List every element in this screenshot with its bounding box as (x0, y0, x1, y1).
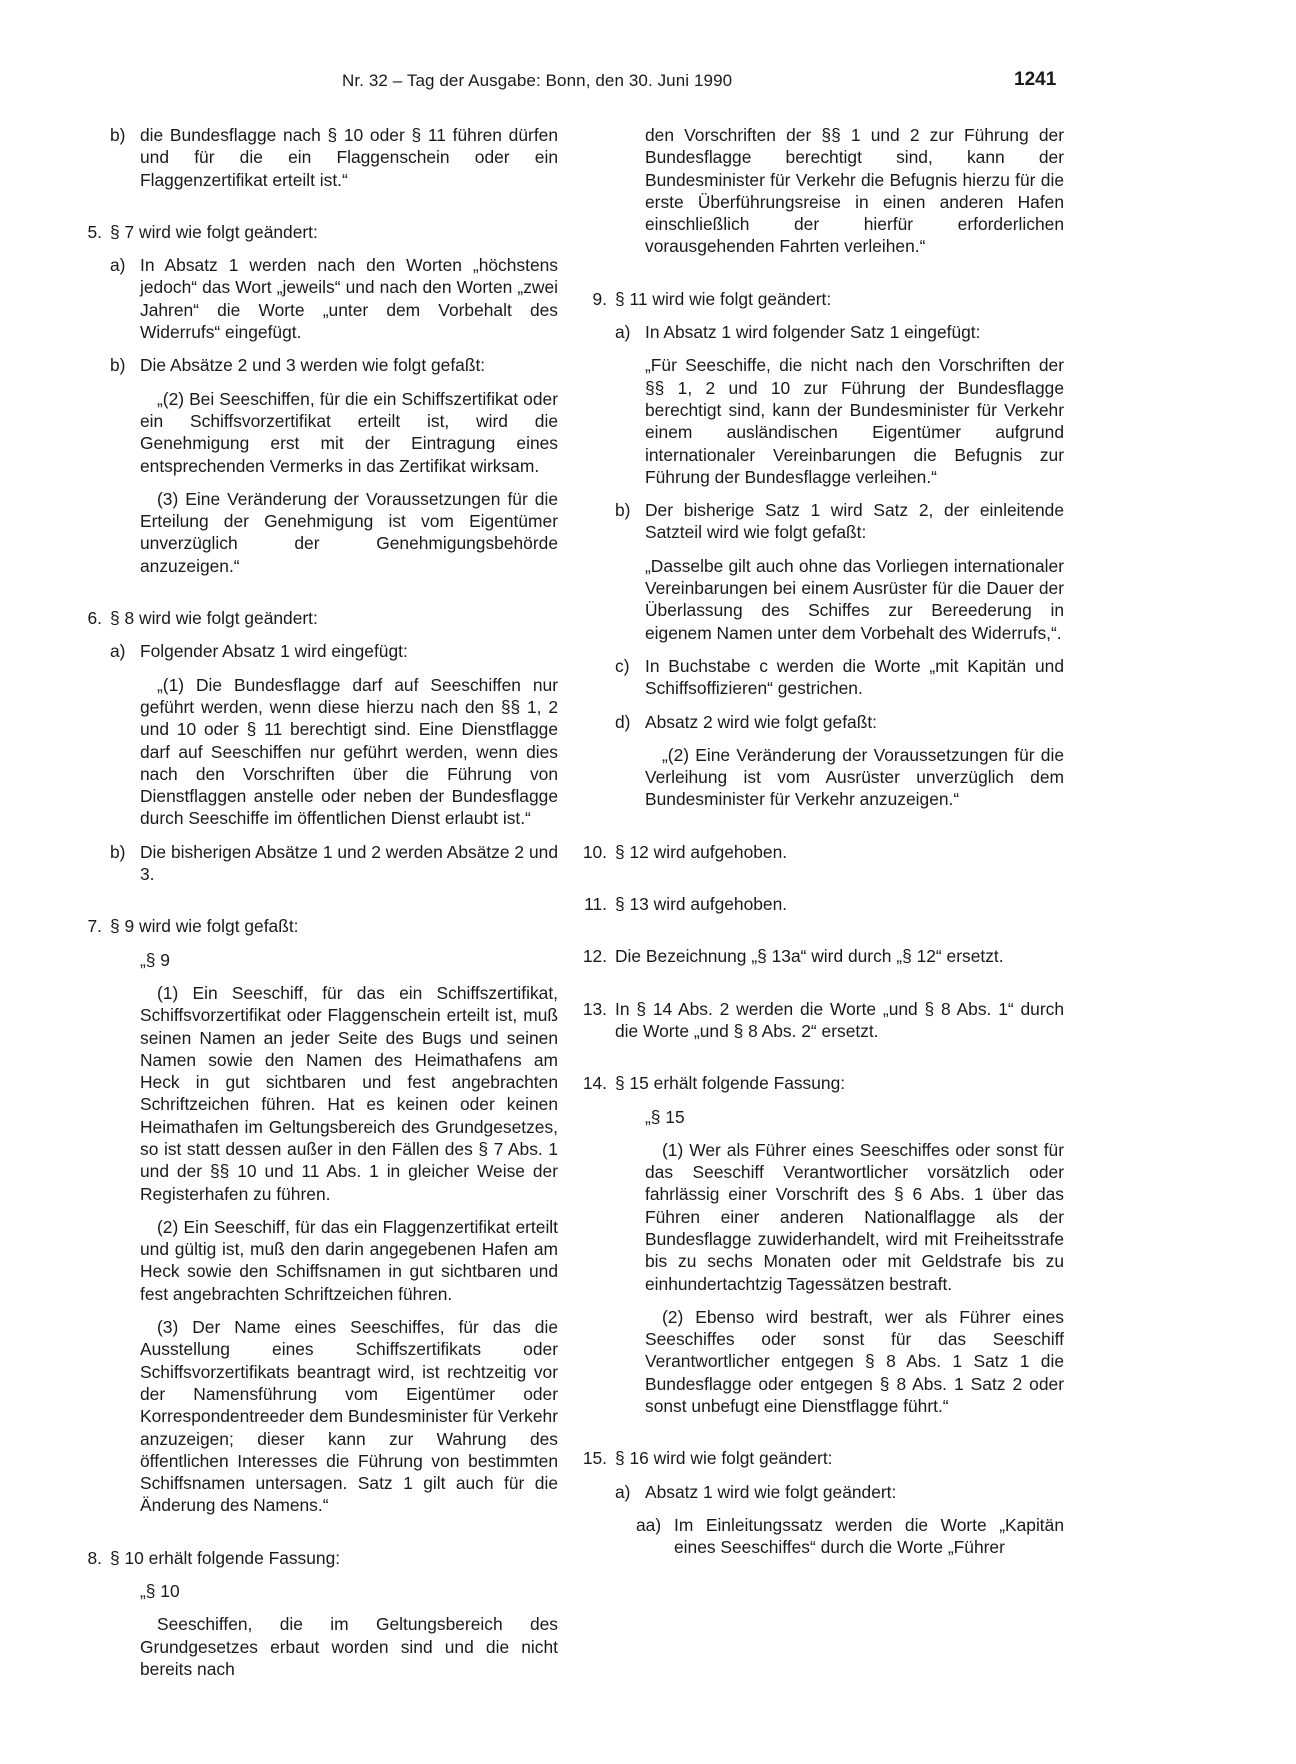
right-column (577, 124, 1064, 1559)
section-heading: „§ 15 (645, 1106, 685, 1127)
item-number: 7. (87, 916, 102, 937)
item-letter: a) (110, 255, 126, 276)
quoted-text (645, 124, 1064, 258)
section-heading: „§ 9 (140, 949, 170, 970)
page-number: 1241 (1014, 69, 1057, 90)
item-text: In Buchstabe c werden die Worte „mit Kapitän und Schiffsoffizieren“ gestrichen. (645, 655, 1064, 699)
amendment-item-12 (577, 945, 1064, 967)
quote-paragraph: Seeschiffen, die im Geltungsbereich des Grundgesetzes erbaut worden sind und die nicht bereits nach (140, 1614, 558, 1679)
list-item (110, 254, 558, 343)
item-letter: b) (110, 125, 126, 145)
list-item (110, 640, 558, 662)
item-text: Im Einleitungssatz werden die Worte „Kapitän eines Seeschiffes“ durch die Worte „Führer (674, 1514, 1064, 1558)
quote-paragraph: „(2) Eine Veränderung der Voraussetzungen für die Verleihung ist vom Ausrüster unverzüglich dem Bundesminister für Verkehr anzuzeigen.“ (645, 744, 1064, 810)
quoted-text (645, 744, 1064, 811)
list-item (615, 1481, 1064, 1503)
quote-paragraph: „(1) Die Bundesflagge darf auf Seeschiffen nur geführt werden, wenn diese hierzu nach den §§ 1, 2 und 10 oder § 11 berechtigt sind. Eine Dienstflagge darf auf Seeschiffen nur geführt werden, wenn dies nach den Vorschriften über die Führung von Dienstflaggen anstelle oder neben der Bundesflagge durch Seeschiffe im öffentlichen Dienst erlaubt ist.“ (140, 674, 558, 829)
quote-paragraph: „Dasselbe gilt auch ohne das Vorliegen internationaler Vereinbarungen bei einem Ausrüster für die Dauer der Überlassung des Schiffes zur Bereederung in eigenem Namen unter dem Vorbehalt des Widerrufs,“. (645, 555, 1064, 643)
section-heading: „§ 10 (140, 1581, 180, 1602)
item-text: Der bisherige Satz 1 wird Satz 2, der einleitende Satzteil wird wie folgt gefaßt: (645, 500, 1064, 543)
item-number: 5. (87, 221, 102, 242)
item-letter: b) (110, 355, 126, 376)
item-number: 10. (582, 841, 607, 862)
amendment-item-11 (577, 893, 1064, 915)
quoted-section (645, 1106, 1064, 1418)
quoted-text (140, 388, 558, 577)
amendment-item-15 (577, 1447, 1064, 1469)
item-text: § 16 wird wie folgt geändert: (615, 1448, 833, 1469)
amendment-item-9 (577, 288, 1064, 310)
amendment-item-7 (80, 915, 558, 937)
amendment-item-8 (80, 1547, 558, 1569)
item-text: In Absatz 1 wird folgender Satz 1 eingefügt: (645, 322, 981, 343)
item-number: 12. (582, 946, 607, 967)
item-text: Absatz 2 wird wie folgt gefaßt: (645, 711, 877, 732)
item-number: 14. (582, 1073, 607, 1094)
quoted-text (140, 674, 558, 830)
item-text: Absatz 1 wird wie folgt geändert: (645, 1481, 897, 1502)
quote-paragraph: „(2) Bei Seeschiffen, für die ein Schiffszertifikat oder ein Schiffsvorzertifikat erteilt ist, wird die Genehmigung erst mit der Eintragung eines entsprechenden Vermerks in das Zertifikat wirksam. (140, 388, 558, 476)
item-text: die Bundesflagge nach § 10 oder § 11 führen dürfen und für die ein Flaggenschein oder ein Flaggenzertifikat erteilt ist.“ (140, 125, 558, 190)
item-text: Folgender Absatz 1 wird eingefügt: (140, 641, 408, 662)
item-text: § 11 wird wie folgt geändert: (615, 288, 832, 309)
item-text: § 8 wird wie folgt geändert: (110, 608, 318, 629)
item-text: § 15 erhält folgende Fassung: (615, 1073, 846, 1094)
quote-paragraph: (3) Eine Veränderung der Voraussetzungen für die Erteilung der Genehmigung ist vom Eigentümer unverzüglich der Genehmigungsbehörde anzuzeigen.“ (140, 488, 558, 576)
quote-paragraph: (2) Ein Seeschiff, für das ein Flaggenzertifikat erteilt und gültig ist, muß den darin angegebenen Hafen am Heck sowie den Schiffsnamen in gut sichtbaren und fest angebrachten Schriftzeichen führen. (140, 1216, 558, 1304)
left-column (80, 124, 558, 1680)
item-text: In Absatz 1 werden nach den Worten „höchstens jedoch“ das Wort „jeweils“ und nach den Worten „zwei Jahren“ die Worte „unter dem Vorbehalt des Widerrufs“ eingefügt. (140, 255, 558, 343)
quoted-text (645, 354, 1064, 488)
list-item (110, 841, 558, 886)
list-item (615, 321, 1064, 343)
item-number: 15. (582, 1448, 607, 1469)
item-text: Die bisherigen Absätze 1 und 2 werden Absätze 2 und 3. (140, 841, 558, 885)
quoted-text (645, 555, 1064, 644)
item-text: § 12 wird aufgehoben. (615, 841, 788, 862)
item-text: In § 14 Abs. 2 werden die Worte „und § 8 Abs. 1“ durch die Worte „und § 8 Abs. 2“ ersetzt. (615, 998, 1064, 1041)
item-letter: c) (615, 655, 630, 676)
list-item (615, 499, 1064, 544)
item-letter: a) (615, 322, 631, 343)
amendment-item-14 (577, 1072, 1064, 1094)
item-text: § 10 erhält folgende Fassung: (110, 1547, 341, 1568)
amendment-item-5 (80, 221, 558, 243)
item-number: 9. (592, 288, 607, 309)
list-item (636, 1514, 1064, 1559)
list-item (110, 354, 558, 376)
quote-paragraph: (1) Ein Seeschiff, für das ein Schiffszertifikat, Schiffsvorzertifikat oder Flaggenschein erteilt ist, muß seinen Namen an jeder Seite des Bugs und seinen Namen sowie den Namen des Heimathafens am Heck in gut sichtbaren und fest angebrachten Schriftzeichen führen. Hat es keinen oder keinen Heimathafen im Geltungsbereich des Grundgesetzes, so ist statt dessen außer in den Fällen des § 7 Abs. 1 und der §§ 10 und 11 Abs. 1 in gleicher Weise der Registerhafen zu führen. (140, 982, 558, 1204)
item-letter: a) (615, 1481, 631, 1502)
quoted-section (140, 949, 558, 1517)
item-text: Die Absätze 2 und 3 werden wie folgt gefaßt: (140, 355, 486, 376)
amendment-item-6 (80, 607, 558, 629)
list-item (615, 711, 1064, 733)
item-number: 8. (87, 1547, 102, 1568)
quote-paragraph: (1) Wer als Führer eines Seeschiffes oder sonst für das Seeschiff Verantwortlicher vorsätzlich oder fahrlässig einer Vorschrift des § 6 Abs. 1 über das Führen einer anderen Nationalflagge als der Bundesflagge zuwiderhandelt, wird mit Freiheitsstrafe bis zu sechs Monaten oder mit Geldstrafe bis zu einhundertachtzig Tagessätzen bestraft. (645, 1139, 1064, 1294)
item-letter: d) (615, 711, 631, 732)
item-text: § 9 wird wie folgt gefaßt: (110, 916, 299, 937)
item-letter: a) (110, 641, 126, 662)
quote-paragraph: den Vorschriften der §§ 1 und 2 zur Führung der Bundesflagge berechtigt sind, kann der Bundesminister für Verkehr die Befugnis hierzu für die erste Überführungsreise in einen anderen Hafen einschließlich der hierfür erforderlichen vorausgehenden Fahrten verleihen.“ (645, 125, 1064, 257)
list-item (110, 124, 558, 191)
issue-header: Nr. 32 – Tag der Ausgabe: Bonn, den 30. Juni 1990 (342, 71, 733, 90)
item-letter: b) (110, 841, 126, 862)
quote-paragraph: (3) Der Name eines Seeschiffes, für das die Ausstellung eines Schiffszertifikats oder Schiffsvorzertifikats beantragt wird, ist rechtzeitig vor der Namensführung vom Eigentümer oder Korrespondentreeder dem Bundesminister für Verkehr anzuzeigen; dieser kann zur Wahrung des öffentlichen Interesses die Führung von bestimmten Schiffsnamen untersagen. Satz 1 gilt auch für die Änderung des Namens.“ (140, 1317, 558, 1516)
amendment-item-10 (577, 841, 1064, 863)
item-number: 11. (584, 894, 607, 915)
item-text: § 7 wird wie folgt geändert: (110, 221, 318, 242)
item-text: § 13 wird aufgehoben. (615, 894, 788, 915)
quote-paragraph: „Für Seeschiffe, die nicht nach den Vorschriften der §§ 1, 2 und 10 zur Führung der Bundesflagge berechtigt sind, kann der Bundesminister für Verkehr einem ausländischen Eigentümer aufgrund internationaler Vereinbarungen die Befugnis zur Führung der Bundesflagge verleihen.“ (645, 355, 1064, 487)
amendment-item-13 (577, 998, 1064, 1043)
item-letter: b) (615, 500, 631, 521)
list-item (615, 655, 1064, 700)
quote-paragraph: (2) Ebenso wird bestraft, wer als Führer eines Seeschiffes oder sonst für das Seeschiff Verantwortlicher entgegen § 8 Abs. 1 Satz 1 die Bundesflagge oder entgegen § 8 Abs. 1 Satz 2 oder sonst unbefugt eine Dienstflagge führt.“ (645, 1306, 1064, 1417)
item-number: 13. (582, 998, 607, 1019)
item-text: Die Bezeichnung „§ 13a“ wird durch „§ 12“ ersetzt. (615, 946, 1004, 967)
item-number: 6. (87, 608, 102, 629)
quoted-section (140, 1580, 558, 1680)
item-letter: aa) (636, 1514, 662, 1535)
